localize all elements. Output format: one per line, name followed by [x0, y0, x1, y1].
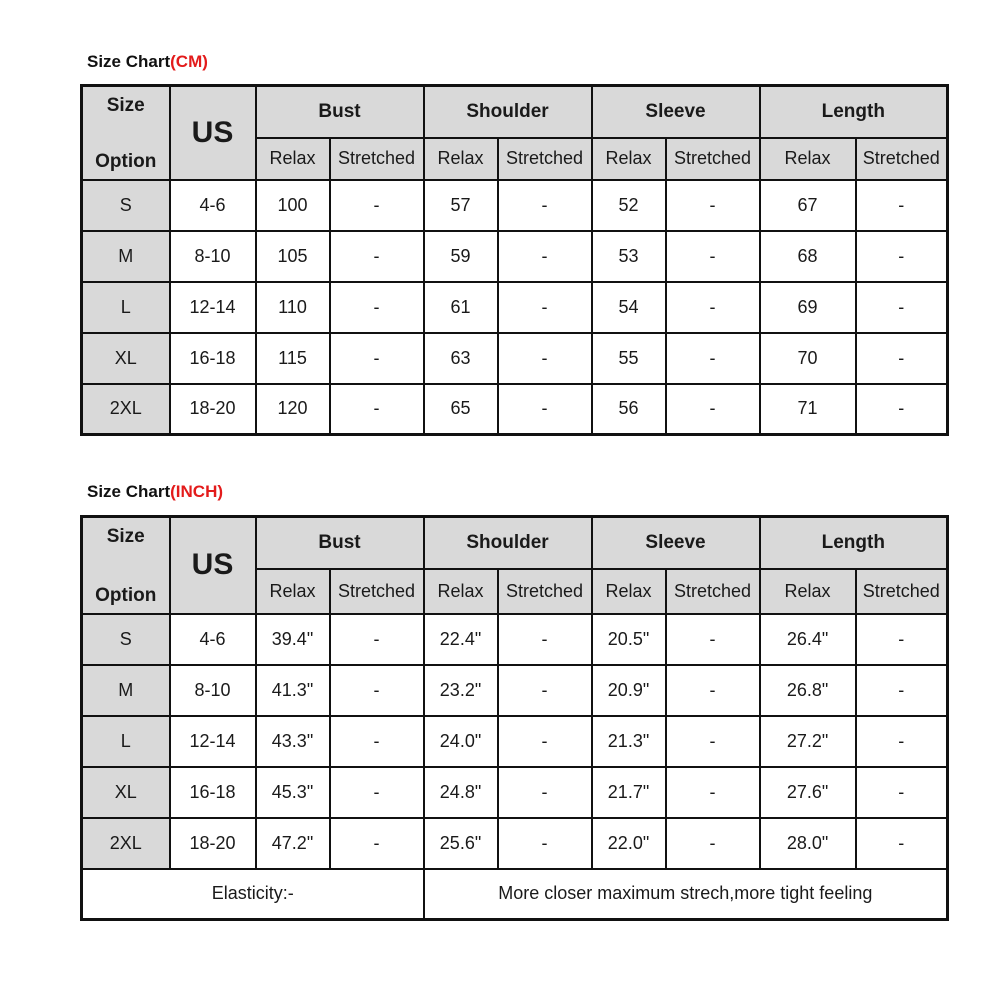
table-row — [82, 716, 948, 767]
us-header: US — [170, 86, 256, 180]
size-option-header — [82, 86, 170, 180]
size-cell: 2XL — [82, 818, 170, 869]
value-cell: 69 — [760, 282, 856, 333]
value-cell: - — [498, 333, 592, 384]
value-cell: 63 — [424, 333, 498, 384]
value-cell: - — [330, 767, 424, 818]
value-cell: - — [330, 282, 424, 333]
size-cell: L — [82, 282, 170, 333]
table-row — [82, 180, 948, 231]
value-cell: 41.3" — [256, 665, 330, 716]
us-header: US — [170, 517, 256, 614]
value-cell: 45.3" — [256, 767, 330, 818]
us-cell: 16-18 — [170, 333, 256, 384]
value-cell: - — [666, 665, 760, 716]
sub-header: Stretched — [856, 569, 948, 614]
sub-header: Stretched — [330, 569, 424, 614]
cm-title-text: Size Chart — [87, 52, 171, 71]
value-cell: 71 — [760, 384, 856, 435]
value-cell: - — [856, 180, 948, 231]
value-cell: - — [856, 818, 948, 869]
elasticity-label: Elasticity:- — [82, 869, 424, 920]
value-cell: 59 — [424, 231, 498, 282]
value-cell: 53 — [592, 231, 666, 282]
value-cell: 110 — [256, 282, 330, 333]
sub-header: Relax — [760, 569, 856, 614]
option-label: Option — [95, 150, 157, 172]
value-cell: 67 — [760, 180, 856, 231]
us-cell: 4-6 — [170, 180, 256, 231]
value-cell: - — [330, 180, 424, 231]
value-cell: - — [666, 767, 760, 818]
value-cell: - — [330, 665, 424, 716]
value-cell: 43.3" — [256, 716, 330, 767]
table-row — [82, 767, 948, 818]
table-row — [82, 333, 948, 384]
inch-title-text: Size Chart — [87, 482, 171, 501]
value-cell: - — [666, 231, 760, 282]
value-cell: - — [666, 180, 760, 231]
elasticity-row — [82, 869, 948, 920]
value-cell: - — [856, 282, 948, 333]
sleeve-header: Sleeve — [592, 86, 760, 138]
value-cell: 57 — [424, 180, 498, 231]
value-cell: - — [498, 282, 592, 333]
value-cell: 25.6" — [424, 818, 498, 869]
size-label: Size — [106, 526, 145, 547]
value-cell: 27.6" — [760, 767, 856, 818]
value-cell: 55 — [592, 333, 666, 384]
value-cell: - — [498, 665, 592, 716]
cm-chart-title — [87, 52, 208, 72]
value-cell: - — [330, 716, 424, 767]
value-cell: - — [666, 333, 760, 384]
sub-header: Relax — [760, 138, 856, 180]
value-cell: 105 — [256, 231, 330, 282]
table-row — [82, 384, 948, 435]
sub-header: Relax — [424, 138, 498, 180]
size-option-header — [82, 517, 170, 614]
value-cell: 24.0" — [424, 716, 498, 767]
table-row — [82, 665, 948, 716]
us-cell: 16-18 — [170, 767, 256, 818]
value-cell: 23.2" — [424, 665, 498, 716]
value-cell: 39.4" — [256, 614, 330, 665]
value-cell: - — [666, 282, 760, 333]
value-cell: - — [498, 716, 592, 767]
inch-chart-title — [87, 482, 223, 502]
value-cell: 70 — [760, 333, 856, 384]
header-row-groups — [82, 517, 948, 569]
cm-unit-label: (CM) — [170, 52, 208, 71]
value-cell: 24.8" — [424, 767, 498, 818]
value-cell: - — [498, 231, 592, 282]
value-cell: 22.4" — [424, 614, 498, 665]
value-cell: 28.0" — [760, 818, 856, 869]
sub-header: Relax — [256, 569, 330, 614]
value-cell: - — [330, 231, 424, 282]
value-cell: - — [330, 384, 424, 435]
value-cell: - — [856, 767, 948, 818]
us-cell: 18-20 — [170, 384, 256, 435]
table-row — [82, 614, 948, 665]
value-cell: 21.7" — [592, 767, 666, 818]
value-cell: 52 — [592, 180, 666, 231]
size-cell: S — [82, 180, 170, 231]
value-cell: 65 — [424, 384, 498, 435]
size-cell: XL — [82, 767, 170, 818]
length-header: Length — [760, 517, 948, 569]
size-cell: M — [82, 231, 170, 282]
cm-size-table — [80, 84, 949, 436]
value-cell: 100 — [256, 180, 330, 231]
value-cell: 61 — [424, 282, 498, 333]
value-cell: 115 — [256, 333, 330, 384]
value-cell: - — [498, 767, 592, 818]
value-cell: - — [498, 818, 592, 869]
header-row-groups — [82, 86, 948, 138]
us-cell: 12-14 — [170, 282, 256, 333]
value-cell: - — [856, 665, 948, 716]
value-cell: - — [856, 384, 948, 435]
size-cell: 2XL — [82, 384, 170, 435]
sub-header: Relax — [592, 138, 666, 180]
value-cell: - — [666, 614, 760, 665]
sub-header: Stretched — [330, 138, 424, 180]
sub-header: Relax — [256, 138, 330, 180]
value-cell: 68 — [760, 231, 856, 282]
inch-unit-label: (INCH) — [170, 482, 224, 501]
value-cell: - — [330, 333, 424, 384]
sub-header: Stretched — [498, 138, 592, 180]
inch-size-table — [80, 515, 949, 921]
value-cell: - — [498, 180, 592, 231]
value-cell: 20.9" — [592, 665, 666, 716]
value-cell: 120 — [256, 384, 330, 435]
value-cell: 26.8" — [760, 665, 856, 716]
size-cell: M — [82, 665, 170, 716]
table-row — [82, 231, 948, 282]
sub-header: Relax — [424, 569, 498, 614]
value-cell: - — [498, 614, 592, 665]
value-cell: 22.0" — [592, 818, 666, 869]
sub-header: Stretched — [666, 138, 760, 180]
us-cell: 12-14 — [170, 716, 256, 767]
us-cell: 8-10 — [170, 665, 256, 716]
value-cell: 26.4" — [760, 614, 856, 665]
value-cell: 54 — [592, 282, 666, 333]
value-cell: - — [330, 614, 424, 665]
shoulder-header: Shoulder — [424, 517, 592, 569]
option-label: Option — [95, 584, 157, 606]
elasticity-note: More closer maximum strech,more tight feeling — [424, 869, 948, 920]
bust-header: Bust — [256, 517, 424, 569]
value-cell: - — [330, 818, 424, 869]
table-row — [82, 818, 948, 869]
us-cell: 8-10 — [170, 231, 256, 282]
value-cell: 56 — [592, 384, 666, 435]
sub-header: Relax — [592, 569, 666, 614]
sub-header: Stretched — [856, 138, 948, 180]
value-cell: 27.2" — [760, 716, 856, 767]
length-header: Length — [760, 86, 948, 138]
value-cell: - — [666, 384, 760, 435]
value-cell: - — [666, 716, 760, 767]
value-cell: 20.5" — [592, 614, 666, 665]
bust-header: Bust — [256, 86, 424, 138]
value-cell: 21.3" — [592, 716, 666, 767]
table-row — [82, 282, 948, 333]
sub-header: Stretched — [498, 569, 592, 614]
value-cell: - — [666, 818, 760, 869]
value-cell: - — [856, 231, 948, 282]
size-label: Size — [106, 95, 145, 116]
value-cell: - — [856, 614, 948, 665]
size-cell: S — [82, 614, 170, 665]
value-cell: - — [856, 333, 948, 384]
value-cell: - — [498, 384, 592, 435]
size-cell: L — [82, 716, 170, 767]
value-cell: - — [856, 716, 948, 767]
value-cell: 47.2" — [256, 818, 330, 869]
sleeve-header: Sleeve — [592, 517, 760, 569]
sub-header: Stretched — [666, 569, 760, 614]
shoulder-header: Shoulder — [424, 86, 592, 138]
size-cell: XL — [82, 333, 170, 384]
us-cell: 4-6 — [170, 614, 256, 665]
us-cell: 18-20 — [170, 818, 256, 869]
